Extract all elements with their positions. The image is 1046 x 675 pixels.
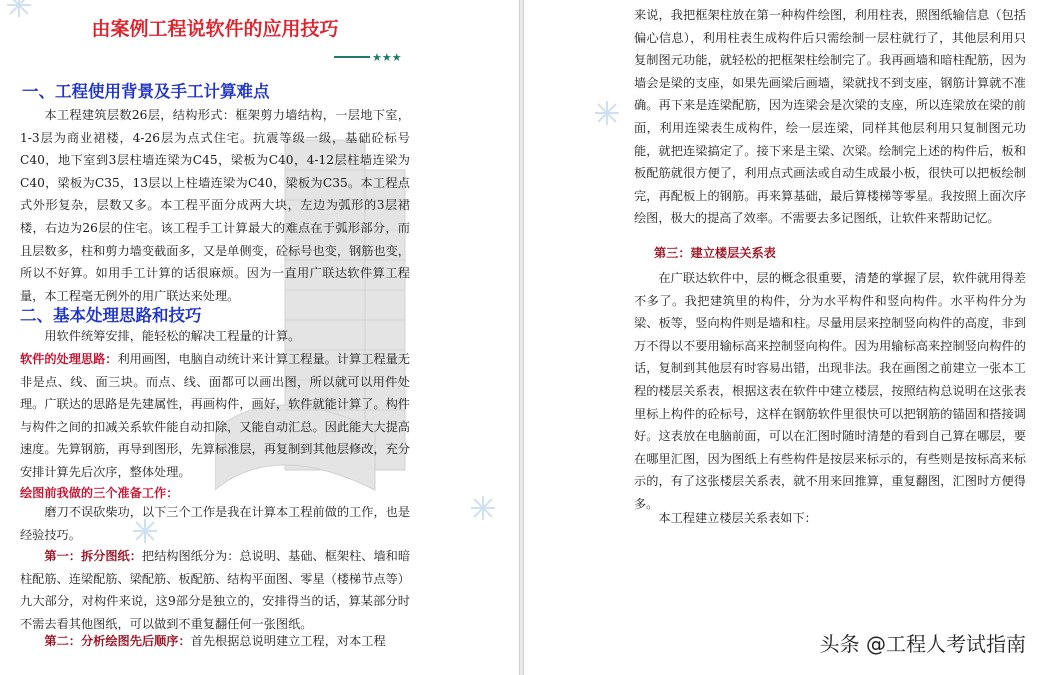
thinking-paragraph [20,348,410,484]
thinking-label: 软件的处理思路： [20,352,118,366]
snowflake-decoration-icon [470,495,496,521]
step1-text: 把结构图纸分为：总说明、基础、框架柱、墙和暗柱配筋、连梁配筋、梁配筋、板配筋、结构平面图、零星（楼梯节点等）九大部分，对构件来说，这9部分是独立的，安排得当的话，算某部分时不需去看其他图纸，可以做到不重复翻任何一张图纸。 [20,549,411,631]
left-page [0,0,519,675]
step2-text: 首先根据总说明建立工程，对本工程 [190,634,386,648]
step2-paragraph [20,630,410,653]
right-paragraph-1: 来说，我把框架柱放在第一种构件绘图，利用柱表，照图纸输信息（包括偏心信息），利用柱表生成构件后只需绘制一层柱就行了，其他层利用只复制图元功能，就轻松的把框架柱绘制完了。我再画墙和暗柱配筋，因为墙会是梁的支座，如果先画梁后画墙，梁就找不到支座，钢筋计算就不准确。再下来是连梁配筋，因为连梁会是次梁的支座，所以连梁放在梁的前面，利用连梁表生成构件，绘一层连梁，同样其他层利用只复制图元功能，就把连梁搞定了。接下来是主梁、次梁。绘制完上述的构件后，板和板配筋就很方便了，利用点式画法或自动生成最小板，很快可以把板绘制完，再配板上的钢筋。再来算基础，最后算楼梯等零星。我按照上面次序绘图，极大的提高了效率。不需要去多记图纸，让软件来帮助记忆。 [634,8,1026,226]
svg-text:★★★: ★★★ [372,51,402,62]
watermark-text: 头条 @工程人考试指南 [819,632,1026,656]
section1-paragraph: 本工程建筑层数26层，结构形式：框架剪力墙结构，一层地下室，1-3层为商业裙楼，4-26层为点式住宅。抗震等级一级，基础砼标号C40，地下室到3层柱墙连梁为C45，梁板为C40，4-12层柱墙连梁为C40，梁板为C35，13层以上柱墙连梁为C40，梁板为C35。本工程点式外形复杂，层数又多。本工程平面分成两大块，左边为弧形的3层裙楼，右边为26层的住宅。该工程手工计算最大的难点在于弧形部分，而且层数多，柱和剪力墙变截面多，又是单侧变，砼标号也变，钢筋也变，所以不好算。如用手工计算的话很麻烦。因为一直用广联达软件算工程量，本工程毫无例外的用广联达来处理。 [20,108,410,303]
title-star-decoration-icon [334,50,404,62]
snowflake-decoration-icon [594,100,620,126]
step1-paragraph [20,545,410,635]
right-page [524,0,1046,675]
section2-intro: 用软件统筹安排，能轻松的解决工程量的计算。 [44,329,301,343]
thinking-text: 利用画图，电脑自动统计来计算工程量。计算工程量无非是点、线、面三块。而点、线、面都可以画出图，所以就可以用件处理。广联达的思路是先建属性，再画构件，画好，软件就能计算了。构件与构件之间的扣减关系软件能自动扣除，又能自动汇总。因此能大大提高速度。先算钢筋，再导到图形，先算标准层，再复制到其他层修改，充分安排计算先后次序，整体处理。 [20,352,410,479]
section1-heading: 一、工程使用背景及手工计算难点 [22,82,270,101]
step2-label: 第二：分析绘图先后顺序： [44,634,191,648]
prep-heading: 绘图前我做的三个准备工作： [20,486,179,500]
step3-heading: 第三：建立楼层关系表 [654,246,776,260]
right-paragraph-2: 在广联达软件中，层的概念很重要，清楚的掌握了层，软件就用得差不多了。我把建筑里的构件，分为水平构件和竖向构件。水平构件分为梁、板等，竖向构件则是墙和柱。尽量用层来控制竖向构件的高度，非到万不得以不要用输标高来控制竖向构件。因为用输标高来控制竖向构件的话，复制到其他层有时容易出错，出现非法。我在画图之前建立一张本工程的楼层关系表，根据这表在软件中建立楼层，按照结构总说明在这张表里标上构件的砼标号，这样在钢筋软件里很快可以把钢筋的锚固和搭接调好。这表放在电脑前面，可以在汇图时随时清楚的看到自己算在哪层，要在哪里汇图，因为图纸上有些构件是按层来标示的，有些则是按标高来标示的，有了这张楼层关系表，就不用来回推算，重复翻图，汇图时方便得多。 [634,271,1026,511]
right-paragraph-3: 本工程建立楼层关系表如下： [658,511,817,525]
document-title: 由案例工程说软件的应用技巧 [91,18,339,40]
section2-heading: 二、基本处理思路和技巧 [20,306,202,325]
prep-paragraph: 磨刀不误砍柴功，以下三个工作是我在计算本工程前做的工作，也是经验技巧。 [20,505,411,542]
step1-label: 第一：拆分图纸： [44,549,142,563]
